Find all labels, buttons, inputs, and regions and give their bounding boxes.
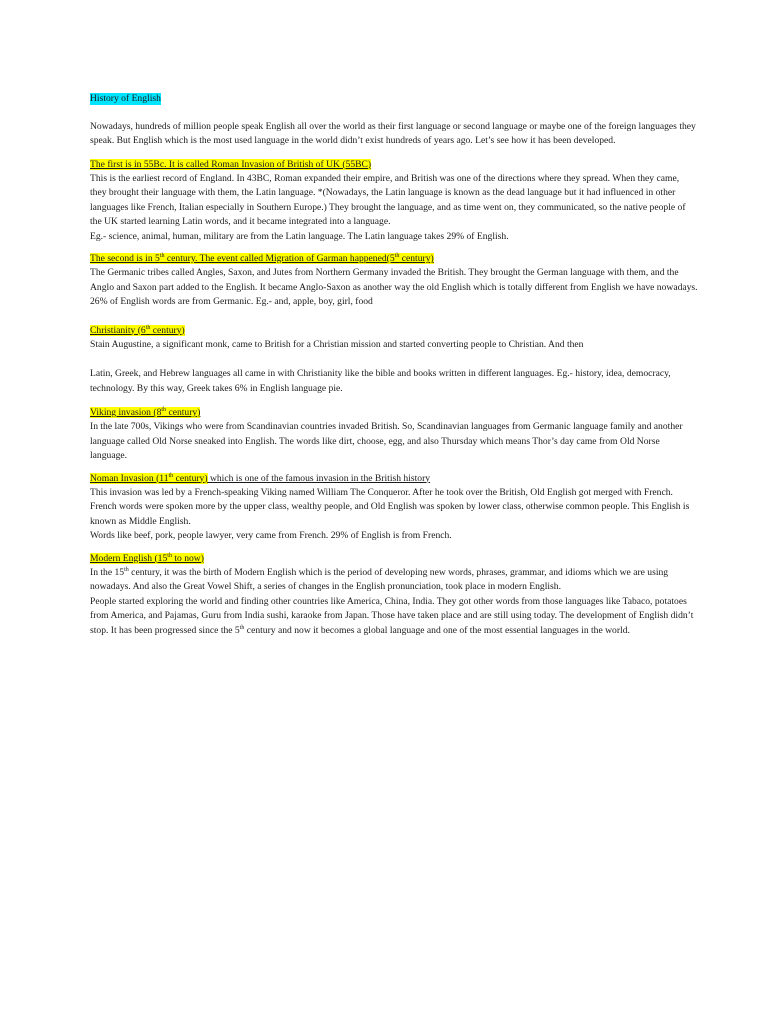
section-heading	[90, 252, 698, 266]
intro-paragraph: Nowadays, hundreds of million people speak English all over the world as their first language or second language or maybe one of the foreign languages they speak. But English which is the most used language in the world didn’t exist hundreds of years ago. Let’s see how it has been developed.	[90, 120, 696, 146]
section-heading	[90, 406, 698, 420]
section-christianity	[90, 324, 698, 397]
section-germanic-migration	[90, 252, 698, 310]
section-paragraph: Words like beef, pork, people lawyer, very came from French. 29% of English is from French.	[90, 530, 452, 541]
section-paragraph: This is the earliest record of England. In 43BC, Roman expanded their empire, and British was one of the directions where they spread. When they came, they brought their language with them, the Latin language. *(Nowadays, the Latin language is known as the dead language but it had influenced in other languages like French, Italian especially in Southern Europe.) They brought the language, and as time went on, they communicated, so the native people of the UK started learning Latin words, and it became integrated into a language.	[90, 172, 686, 227]
heading-roman-invasion: The first is in 55Bc. It is called Roman Invasion of British of UK (55BC)	[90, 158, 372, 170]
section-paragraph: In the 15th century, it was the birth of Modern English which is the period of developing new words, phrases, grammar, and idioms which we are using nowadays. And also the Great Vowel Shift, a series of changes in the English pronunciation, took place in modern English.	[90, 566, 669, 592]
heading-viking-invasion: Viking invasion (8th century)	[90, 406, 201, 418]
document-title: History of English	[90, 93, 161, 104]
section-paragraph: This invasion was led by a French-speaking Viking named William The Conqueror. After he took over the British, Old English got merged with French. French words were spoken more by the upper class, wealthy people, and Old English was spoken by lower class, otherwise common people. This English is known as Middle English.	[90, 486, 690, 527]
section-roman-invasion	[90, 158, 698, 245]
heading-norman-tail: which is one of the famous invasion in the British history	[207, 472, 431, 484]
heading-germanic-migration: The second is in 5th century. The event called Migration of Garman happened(5th century)	[90, 252, 434, 264]
section-viking-invasion	[90, 406, 698, 464]
heading-modern-english: Modern English (15th to now)	[90, 552, 204, 564]
section-heading	[90, 158, 698, 172]
section-paragraph: In the late 700s, Vikings who were from Scandinavian countries invaded British. So, Scandinavian languages from Germanic language family and another language called Old Norse sneaked into English. The words like dirt, choose, egg, and also Thursday which means Thor’s day came from Old Norse language.	[90, 421, 683, 461]
section-paragraph: Latin, Greek, and Hebrew languages all came in with Christianity like the bible and books written in different languages. Eg.- history, idea, democracy, technology. By this way, Greek takes 6% in English language pie.	[90, 368, 671, 394]
section-heading	[90, 324, 698, 338]
section-paragraph: People started exploring the world and finding other countries like America, China, India. They got other words from those languages like Tabaco, potatoes from America, and Pajamas, Guru from India sushi, karaoke from Japan. Those have taken place and are still using today. The development of English didn’t stop. It has been progressed since the 5th century and now it becomes a global language and one of the most essential languages in the world.	[90, 595, 694, 636]
section-paragraph: Eg.- science, animal, human, military are from the Latin language. The Latin language takes 29% of English.	[90, 230, 509, 242]
section-modern-english	[90, 552, 698, 639]
spacer	[90, 352, 698, 367]
heading-norman-invasion: Noman Invasion (11th century)	[90, 472, 208, 484]
title-block	[90, 92, 698, 107]
section-norman-invasion	[90, 472, 698, 544]
heading-christianity: Christianity (6th century)	[90, 324, 185, 336]
section-paragraph: Stain Augustine, a significant monk, came to British for a Christian mission and started converting people to Christian. And then	[90, 338, 584, 350]
section-heading	[90, 552, 698, 566]
section-heading	[90, 472, 698, 486]
section-paragraph: The Germanic tribes called Angles, Saxon, and Jutes from Northern Germany invaded the British. They brought the German language with them, and the Anglo and Saxon part added to the English. It became Anglo-Saxon as another way the old English which is totally different from English we have nowadays. 26% of English words are from Germanic. Eg.- and, apple, boy, girl, food	[90, 267, 698, 307]
